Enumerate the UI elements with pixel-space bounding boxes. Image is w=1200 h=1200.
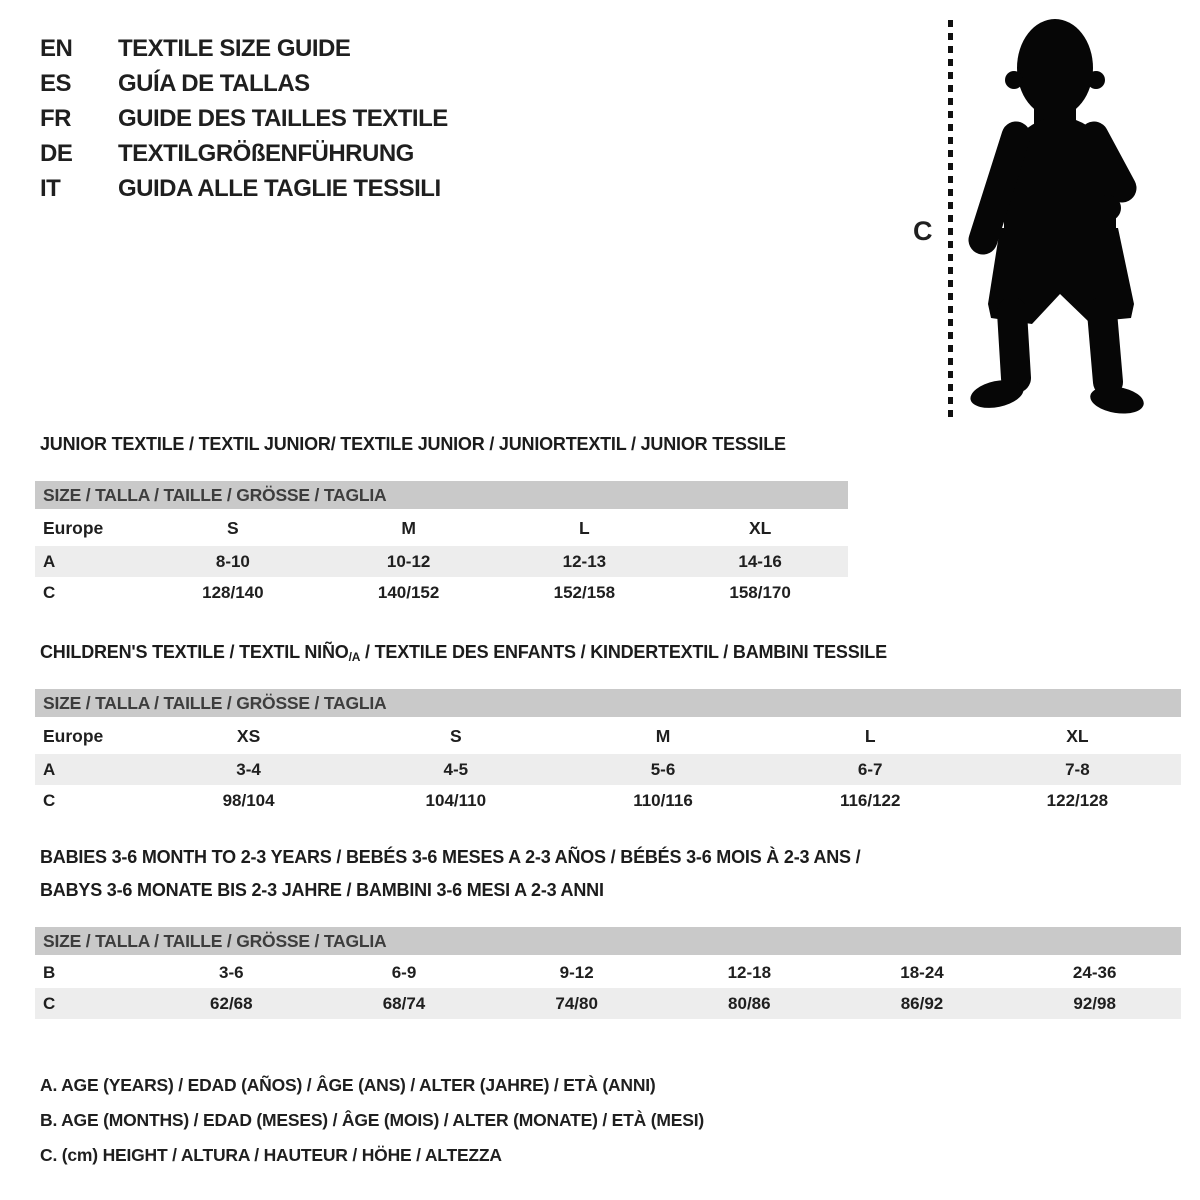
row-label: C xyxy=(43,790,56,810)
legend-line-a: A. AGE (YEARS) / EDAD (AÑOS) / ÂGE (ANS) / ALTER (JAHRE) / ETÀ (ANNI) xyxy=(40,1075,656,1095)
cell: 128/140 xyxy=(202,582,264,602)
language-list xyxy=(40,31,448,206)
language-row xyxy=(40,136,448,171)
row-label: C xyxy=(43,582,56,602)
row-label: B xyxy=(43,962,56,982)
height-measure-label: C xyxy=(913,216,933,246)
size-header-bar: SIZE / TALLA / TAILLE / GRÖSSE / TAGLIA xyxy=(35,689,1181,717)
cell: 12-13 xyxy=(562,551,607,571)
table-row xyxy=(35,719,1181,754)
row-label: A xyxy=(43,551,56,571)
language-code: FR xyxy=(40,104,71,132)
legend-line-b: B. AGE (MONTHS) / EDAD (MESES) / ÂGE (MOIS) / ALTER (MONATE) / ETÀ (MESI) xyxy=(40,1110,704,1130)
guide-title: GUIDA ALLE TAGLIE TESSILI xyxy=(118,174,441,202)
cell: 158/170 xyxy=(729,582,791,602)
cell: 6-7 xyxy=(857,759,883,779)
language-code: IT xyxy=(40,174,61,202)
cell: 86/92 xyxy=(900,993,944,1013)
table-row xyxy=(35,957,1181,988)
cell: 80/86 xyxy=(728,993,771,1013)
children-section-heading xyxy=(40,642,887,664)
row-label: Europe xyxy=(43,518,104,538)
cell: M xyxy=(655,726,671,746)
cell: XL xyxy=(748,518,772,538)
table-row xyxy=(35,754,1181,785)
cell: 5-6 xyxy=(650,759,676,779)
junior-size-table xyxy=(35,481,848,608)
size-header-bar: SIZE / TALLA / TAILLE / GRÖSSE / TAGLIA xyxy=(35,481,848,509)
language-row xyxy=(40,101,448,136)
cell: L xyxy=(579,518,590,538)
cell: 140/152 xyxy=(377,582,440,602)
cell: 92/98 xyxy=(1073,993,1116,1013)
cell: 68/74 xyxy=(382,993,426,1013)
cell: 104/110 xyxy=(425,790,487,810)
language-code: DE xyxy=(40,139,73,167)
cell: 110/116 xyxy=(633,790,693,810)
cell: XL xyxy=(1066,726,1089,746)
guide-title: TEXTILE SIZE GUIDE xyxy=(118,34,351,62)
cell: 14-16 xyxy=(738,551,782,571)
language-code: ES xyxy=(40,69,72,97)
cell: S xyxy=(227,518,239,538)
babies-heading-line1: BABIES 3-6 MONTH TO 2-3 YEARS / BEBÉS 3-6 MESES A 2-3 AÑOS / BÉBÉS 3-6 MOIS À 2-3 ANS / xyxy=(40,847,861,867)
table-row xyxy=(35,988,1181,1019)
cell: 74/80 xyxy=(555,993,598,1013)
cell: 98/104 xyxy=(222,790,275,810)
cell: L xyxy=(864,726,876,746)
cell: 9-12 xyxy=(559,962,594,982)
language-row xyxy=(40,31,448,66)
cell: 62/68 xyxy=(210,993,253,1013)
children-heading-text: CHILDREN'S TEXTILE / TEXTIL NIÑO xyxy=(40,642,349,662)
legend xyxy=(40,1068,704,1173)
table-row xyxy=(35,577,848,608)
cell: 8-10 xyxy=(215,551,250,571)
cell: 3-6 xyxy=(219,962,244,982)
row-label: Europe xyxy=(43,726,104,746)
guide-title: GUIDE DES TAILLES TEXTILE xyxy=(118,104,448,132)
cell: 3-4 xyxy=(236,759,261,779)
cell: M xyxy=(401,518,416,538)
cell: XS xyxy=(236,726,261,746)
cell: 6-9 xyxy=(391,962,417,982)
cell: 24-36 xyxy=(1072,962,1117,982)
cell: 12-18 xyxy=(727,962,772,982)
language-row xyxy=(40,171,448,206)
babies-section-heading xyxy=(40,841,860,907)
guide-title: GUÍA DE TALLAS xyxy=(118,69,310,97)
table-row xyxy=(35,785,1181,816)
row-label: C xyxy=(43,993,56,1013)
legend-line-c: C. (cm) HEIGHT / ALTURA / HAUTEUR / HÖHE / ALTEZZA xyxy=(40,1145,502,1165)
toddler-silhouette-icon xyxy=(962,16,1147,420)
size-header-bar: SIZE / TALLA / TAILLE / GRÖSSE / TAGLIA xyxy=(35,927,1181,955)
cell: 122/128 xyxy=(1046,790,1109,810)
babies-heading-line2: BABYS 3-6 MONATE BIS 2-3 JAHRE / BAMBINI 3-6 MESI A 2-3 ANNI xyxy=(40,880,604,900)
cell: 4-5 xyxy=(443,759,469,779)
table-row xyxy=(35,511,848,546)
table-row xyxy=(35,546,848,577)
cell: 18-24 xyxy=(900,962,944,982)
babies-size-table xyxy=(35,927,1181,1019)
cell: 116/122 xyxy=(839,790,901,810)
junior-section-heading: JUNIOR TEXTILE / TEXTIL JUNIOR/ TEXTILE JUNIOR / JUNIORTEXTIL / JUNIOR TESSILE xyxy=(40,434,786,454)
height-measure-line xyxy=(948,20,953,418)
row-label: A xyxy=(43,759,56,779)
children-heading-sub: /A xyxy=(348,650,361,664)
cell: 10-12 xyxy=(386,551,431,571)
cell: 152/158 xyxy=(553,582,616,602)
language-code: EN xyxy=(40,34,73,62)
children-heading-text: / TEXTILE DES ENFANTS / KINDERTEXTIL / BAMBINI TESSILE xyxy=(360,642,887,662)
guide-title: TEXTILGRÖßENFÜHRUNG xyxy=(118,139,414,167)
children-size-table xyxy=(35,689,1181,816)
cell: S xyxy=(449,726,462,746)
language-row xyxy=(40,66,448,101)
cell: 7-8 xyxy=(1065,759,1090,779)
